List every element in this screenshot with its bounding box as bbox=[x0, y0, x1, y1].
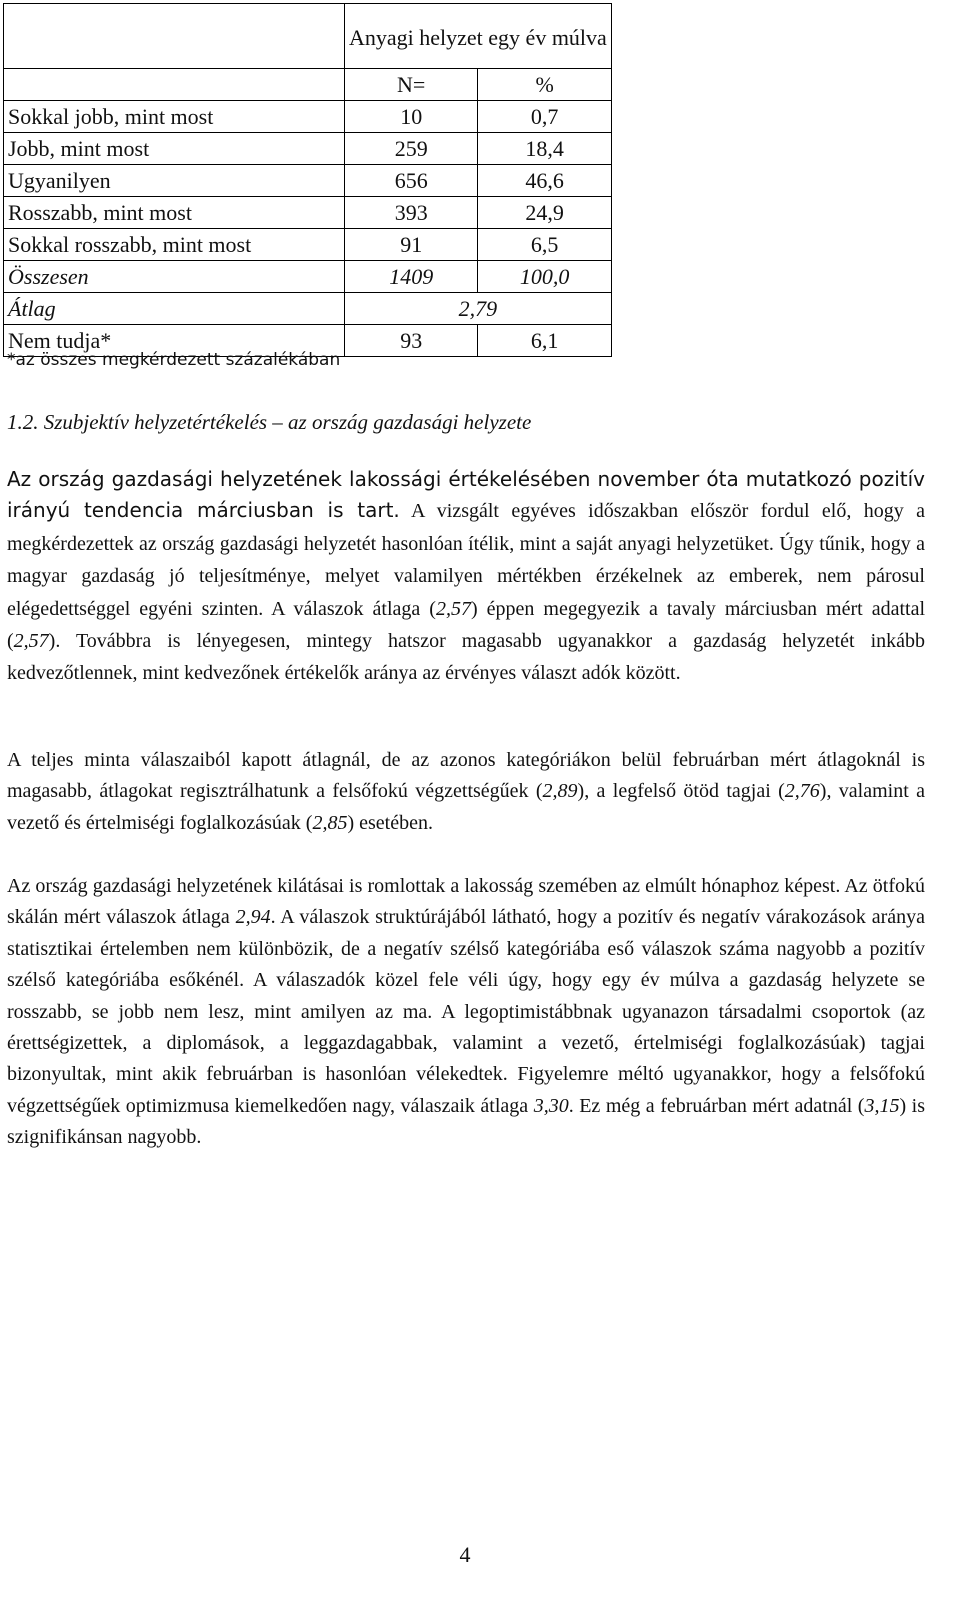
table-row bbox=[4, 229, 612, 261]
paragraph-text: . Ez még a februárban mért adatnál ( bbox=[568, 1094, 865, 1117]
row-pct: 6,5 bbox=[478, 229, 611, 261]
table-row bbox=[4, 197, 612, 229]
header-blank-cell bbox=[4, 69, 345, 101]
average-value-inline: 2,89 bbox=[542, 780, 578, 803]
table-header-row bbox=[4, 4, 612, 69]
column-header-row bbox=[4, 69, 612, 101]
paragraph-text: ) esetében. bbox=[347, 811, 433, 834]
paragraph-text: ). Továbbra is lényegesen, mintegy hatszor magasabb ugyanakkor a gazdaság helyzetét inkább kedvezőtlennek, mint kedvezőnek értékelők aránya az érvényes választ adók között. bbox=[7, 630, 925, 685]
paragraph-3 bbox=[7, 871, 925, 1154]
average-value-inline: 2,85 bbox=[312, 811, 348, 834]
table-row bbox=[4, 101, 612, 133]
row-n: 91 bbox=[345, 229, 478, 261]
paragraph-text: Az ország gazdasági helyzetének kilátásai is romlottak a lakosság szemében az elmúlt hónaphoz képest. Az ötfokú skálán mért válaszok átlaga bbox=[7, 875, 925, 929]
average-value-inline: 2,76 bbox=[784, 780, 820, 803]
row-label: Ugyanilyen bbox=[4, 165, 345, 197]
paragraph-text: ), valamint a vezető és értelmiségi foglalkozásúak ( bbox=[7, 780, 925, 834]
row-n: 259 bbox=[345, 133, 478, 165]
paragraph-text: ), a legfelső ötöd tagjai ( bbox=[577, 780, 785, 803]
row-pct: 0,7 bbox=[478, 101, 611, 133]
paragraph-text: ) éppen megegyezik a tavaly márciusban mért adattal ( bbox=[7, 597, 925, 653]
row-label: Rosszabb, mint most bbox=[4, 197, 345, 229]
row-pct: 24,9 bbox=[478, 197, 611, 229]
dont-know-pct: 6,1 bbox=[478, 325, 611, 357]
col-n-header: N= bbox=[345, 69, 478, 101]
row-label: Sokkal jobb, mint most bbox=[4, 101, 345, 133]
page-number: 4 bbox=[459, 1542, 471, 1567]
average-label: Átlag bbox=[4, 293, 345, 325]
paragraph-2 bbox=[7, 745, 925, 839]
table-header: Anyagi helyzet egy év múlva bbox=[345, 4, 612, 69]
total-n: 1409 bbox=[345, 261, 478, 293]
average-value-inline: 2,57 bbox=[13, 630, 49, 653]
paragraph-text: ) is szignifikánsan nagyobb. bbox=[7, 1094, 925, 1149]
results-table bbox=[3, 3, 612, 357]
row-n: 393 bbox=[345, 197, 478, 229]
paragraph-text: A teljes minta válaszaiból kapott átlagnál, de az azonos kategóriákon belül februárban mért átlagoknál is magasabb, átlagokat regisztrálhatunk a felsőfokú végzettségűek ( bbox=[7, 749, 925, 803]
average-value-inline: 3,15 bbox=[864, 1094, 900, 1117]
total-label: Összesen bbox=[4, 261, 345, 293]
dont-know-label: Nem tudja* bbox=[4, 325, 345, 357]
total-pct: 100,0 bbox=[478, 261, 611, 293]
header-blank-cell bbox=[4, 4, 345, 69]
total-row bbox=[4, 261, 612, 293]
table-footnote: *az összes megkérdezett százalékában bbox=[7, 350, 341, 370]
average-value: 2,79 bbox=[345, 293, 612, 325]
row-n: 656 bbox=[345, 165, 478, 197]
average-value-inline: 2,57 bbox=[435, 597, 471, 620]
dont-know-n: 93 bbox=[345, 325, 478, 357]
table-row bbox=[4, 165, 612, 197]
paragraph-text: . A válaszok struktúrájából látható, hogy a pozitív és negatív várakozások aránya statisztikai értelemben nem különbözik, de a negatív szélső kategóriába eső válaszok száma nagyobb a pozitív szélső kategóriába esőkénél. A válaszadók közel fele véli úgy, hogy egy év múlva a gazdaság helyzete se rosszabb, se jobb nem lesz, mint amilyen az ma. A legoptimistábbnak ugyanazon társadalmi csoportok (az érettségizettek, a diplomások, a leggazdagabbak, valamint a vezető, értelmiségi foglalkozásúak) tagjai bizonyultak, mint akik februárban is hasonlóan vélekedtek. Figyelemre méltó ugyanakkor, hogy a felsőfokú végzettségűek optimizmusa kiemelkedően nagy, válaszaik átlaga bbox=[7, 906, 925, 1117]
table-row bbox=[4, 133, 612, 165]
row-label: Sokkal rosszabb, mint most bbox=[4, 229, 345, 261]
row-pct: 18,4 bbox=[478, 133, 611, 165]
average-value-inline: 3,30 bbox=[533, 1094, 569, 1117]
row-label: Jobb, mint most bbox=[4, 133, 345, 165]
section-title: 1.2. Szubjektív helyzetértékelés – az ország gazdasági helyzete bbox=[7, 410, 532, 434]
average-value-inline: 2,94 bbox=[235, 906, 271, 929]
paragraph-text: Az ország gazdasági helyzetének lakossági értékelésében november óta mutatkozó pozitív irányú tendencia márciusban is tart. bbox=[7, 467, 925, 523]
paragraph-text: A vizsgált egyéves időszakban először fordul elő, hogy a megkérdezettek az ország gazdasági helyzetét hasonlóan ítélik, mint a saját anyagi helyzetüket. Úgy tűnik, hogy a magyar gazdaság jó teljesítménye, melyet valamilyen mértékben érzékelnek az emberek, nem párosul elégedettséggel egyéni szinten. A válaszok átlaga ( bbox=[7, 500, 925, 620]
row-n: 10 bbox=[345, 101, 478, 133]
col-pct-header: % bbox=[478, 69, 611, 101]
paragraph-1 bbox=[7, 464, 925, 690]
average-row bbox=[4, 293, 612, 325]
row-pct: 46,6 bbox=[478, 165, 611, 197]
